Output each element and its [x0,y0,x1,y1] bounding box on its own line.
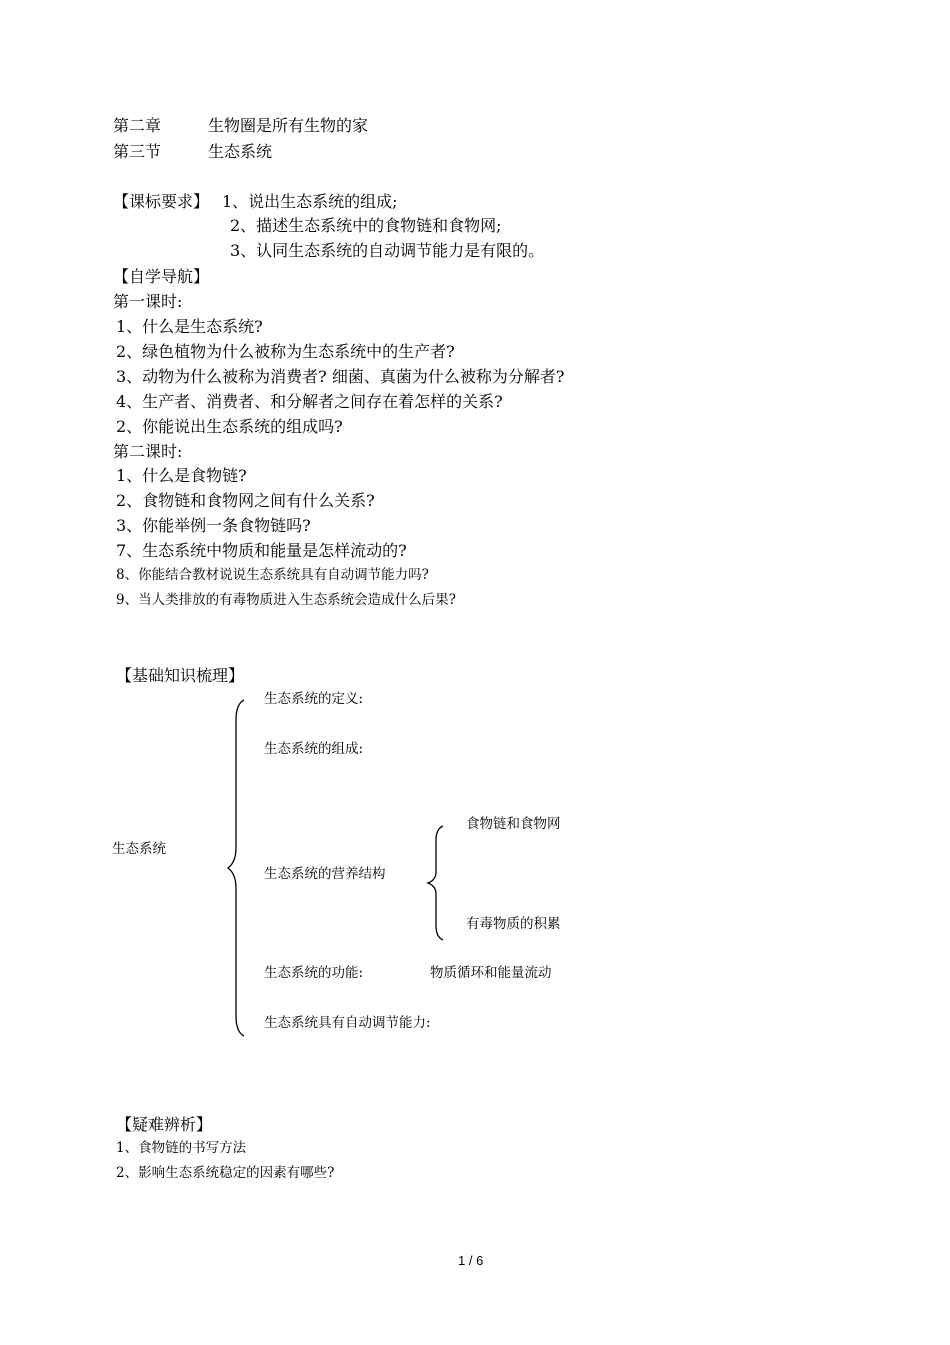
lesson2-item: 8、你能结合教材说说生态系统具有自动调节能力吗? [116,567,429,583]
lesson2-item: 9、当人类排放的有毒物质进入生态系统会造成什么后果? [116,592,456,608]
definition-label: 生态系统的定义: [264,691,364,707]
requirement-item: 1、说出生态系统的组成; [222,192,398,211]
lesson2-label: 第二课时: [113,442,183,461]
lesson1-item: 2、绿色植物为什么被称为生态系统中的生产者? [116,342,455,361]
chapter-title: 生物圈是所有生物的家 [208,116,369,135]
requirement-item: 2、描述生态系统中的食物链和食物网; [230,216,502,235]
lesson2-item: 1、什么是食物链? [116,466,247,485]
page-number: 1 / 6 [458,1253,484,1268]
self-study-heading: 【自学导航】 [113,267,210,286]
sub-brace [424,824,446,942]
lesson1-item: 4、生产者、消费者、和分解者之间存在着怎样的关系? [116,392,503,411]
function-value: 物质循环和能量流动 [430,965,552,981]
lesson1-label: 第一课时: [113,292,183,311]
section-label: 第三节 [113,142,162,161]
main-brace [224,698,248,1040]
function-label: 生态系统的功能: [264,965,364,981]
requirement-item: 3、认同生态系统的自动调节能力是有限的。 [230,241,545,260]
requirements-heading: 【课标要求】 [113,192,210,211]
analysis-item: 1、食物链的书写方法 [116,1140,247,1156]
trophic-structure-label: 生态系统的营养结构 [264,866,386,882]
lesson2-item: 2、食物链和食物网之间有什么关系? [116,491,375,510]
lesson2-item: 3、你能举例一条食物链吗? [116,516,311,535]
knowledge-root: 生态系统 [112,841,166,857]
composition-label: 生态系统的组成: [264,741,364,757]
lesson1-item: 2、你能说出生态系统的组成吗? [116,417,343,436]
section-title: 生态系统 [208,142,273,161]
self-regulation-label: 生态系统具有自动调节能力: [264,1015,431,1031]
analysis-heading: 【疑难辨析】 [116,1115,213,1134]
trophic-sub-item: 食物链和食物网 [466,816,561,832]
knowledge-heading: 【基础知识梳理】 [116,666,245,685]
lesson2-item: 7、生态系统中物质和能量是怎样流动的? [116,541,407,560]
chapter-label: 第二章 [113,116,162,135]
lesson1-item: 3、动物为什么被称为消费者? 细菌、真菌为什么被称为分解者? [116,367,565,386]
trophic-sub-item: 有毒物质的积累 [466,916,561,932]
analysis-item: 2、影响生态系统稳定的因素有哪些? [116,1165,335,1181]
lesson1-item: 1、什么是生态系统? [116,317,263,336]
